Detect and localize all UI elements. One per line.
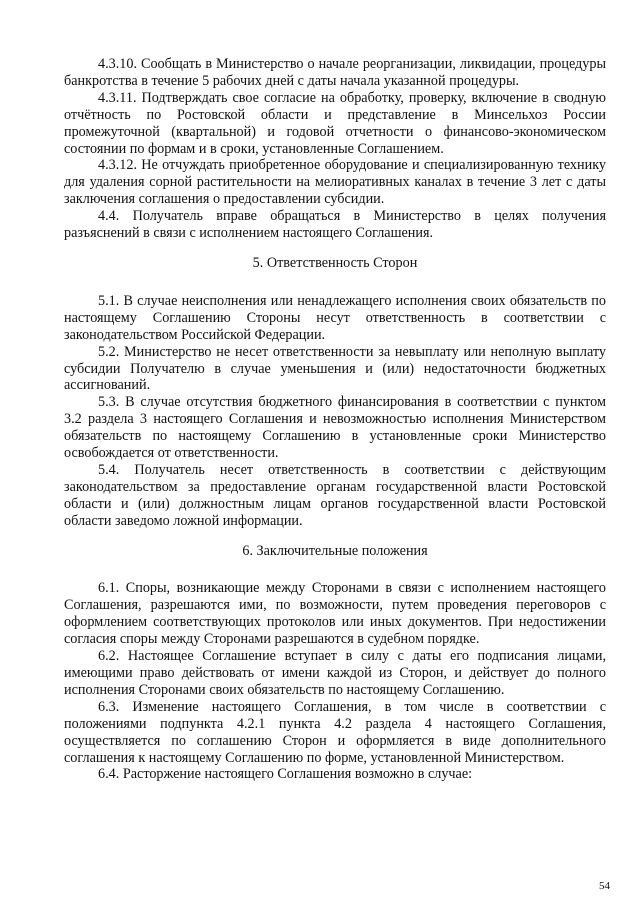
page-number: 54 [599, 880, 610, 892]
paragraph-5-3: 5.3. В случае отсутствия бюджетного финансирования в соответствии с пунктом 3.2 раздела 3 настоящего Соглашения и невозможностью исполнения Министерством обязательств по настоящему Соглашению в установленные сроки Министерство освобождается от ответственности. [64, 394, 606, 462]
paragraph-5-2: 5.2. Министерство не несет ответственности за невыплату или неполную выплату субсидии Получателю в случае уменьшения и (или) недостаточности бюджетных ассигнований. [64, 343, 606, 394]
paragraph-4-3-10: 4.3.10. Сообщать в Министерство о начале реорганизации, ликвидации, процедуры банкротства в течение 5 рабочих дней с даты начала указанной процедуры. [64, 56, 606, 89]
paragraph-6-4: 6.4. Расторжение настоящего Соглашения возможно в случае: [98, 766, 473, 783]
paragraph-6-2: 6.2. Настоящее Соглашение вступает в силу с даты его подписания лицами, имеющими право действовать от имени каждой из Сторон, и действует до полного исполнения Сторонами своих обязательств по настоящему Соглашению. [64, 648, 606, 698]
paragraph-4-4: 4.4. Получатель вправе обращаться в Министерство в целях получения разъяснений в связи с исполнением настоящего Соглашения. [64, 208, 606, 242]
paragraph-4-3-11: 4.3.11. Подтверждать свое согласие на обработку, проверку, включение в сводную отчётность по Ростовской области и представление в Минсельхоз России промежуточной (квартальной) и годовой отчетности о финансово-экономическом состоянии по формам и в сроки, установленные Соглашением. [64, 89, 606, 157]
section-5-heading: 5. Ответственность Сторон [252, 254, 418, 271]
paragraph-4-3-12: 4.3.12. Не отчуждать приобретенное оборудование и специализированную технику для удаления сорной растительности на мелиоративных каналах в течение 3 лет с даты заключения соглашения о предоставлении субсидии. [64, 157, 606, 208]
paragraph-6-1: 6.1. Споры, возникающие между Сторонами в связи с исполнением настоящего Соглашения, разрешаются ими, по возможности, путем проведения переговоров с оформлением соответствующих протоколов или иных документов. При недостижении согласия споры между Сторонами разрешаются в судебном порядке. [64, 580, 606, 648]
paragraph-5-4: 5.4. Получатель несет ответственность в соответствии с действующим законодательством за предоставление органам государственной власти Ростовской области и (или) должностным лицам органов государственной власти Ростовской области заведомо ложной информации. [64, 461, 606, 529]
paragraph-6-3: 6.3. Изменение настоящего Соглашения, в том числе в соответствии с положениями подпункта 4.2.1 пункта 4.2 раздела 4 настоящего Соглашения, осуществляется по соглашению Сторон и оформляется в виде дополнительного соглашения к настоящему Соглашению по форме, установленной Министерством. [64, 698, 606, 766]
paragraph-5-1: 5.1. В случае неисполнения или ненадлежащего исполнения своих обязательств по настоящему Соглашению Стороны несут ответственность в соответствии с законодательством Российской Федерации. [64, 292, 606, 343]
document-page [64, 56, 606, 783]
section-6-heading: 6. Заключительные положения [242, 542, 428, 559]
